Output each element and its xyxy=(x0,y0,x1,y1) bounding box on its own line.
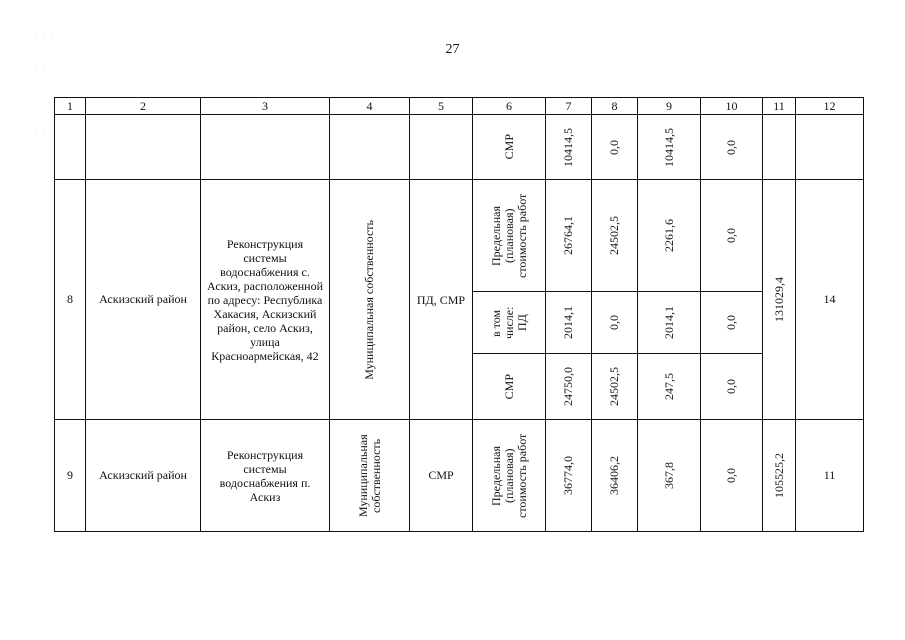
table-row-continuation xyxy=(55,115,864,180)
cell-work-subtype: Предельная (плановая) стоимость работ xyxy=(473,420,546,532)
scan-artifact: · · xyxy=(34,130,48,139)
cell-empty xyxy=(201,115,330,180)
cell-empty xyxy=(796,115,864,180)
col-header-1: 1 xyxy=(55,98,86,115)
cell-district: Аскизский район xyxy=(86,180,201,420)
scan-artifact: · · xyxy=(34,62,48,71)
cell-value-7: 24750,0 xyxy=(546,354,592,420)
cell-value-9: 367,8 xyxy=(638,420,701,532)
cell-ownership: Муниципальная собственность xyxy=(330,180,410,420)
cell-value-10: 0,0 xyxy=(701,180,763,292)
col-header-8: 8 xyxy=(592,98,638,115)
cell-work-subtype: СМР xyxy=(473,115,546,180)
cell-value-9: 247,5 xyxy=(638,354,701,420)
cell-work-type: СМР xyxy=(410,420,473,532)
col-header-2: 2 xyxy=(86,98,201,115)
table-row-8 xyxy=(55,180,864,292)
cell-value-9: 2261,6 xyxy=(638,180,701,292)
cell-value-9: 2014,1 xyxy=(638,292,701,354)
col-header-10: 10 xyxy=(701,98,763,115)
table-header-row xyxy=(55,98,864,115)
cell-value-10: 0,0 xyxy=(701,420,763,532)
col-header-4: 4 xyxy=(330,98,410,115)
cell-empty xyxy=(763,115,796,180)
cell-work-subtype: СМР xyxy=(473,354,546,420)
cell-description: Реконструкция системы водоснабжения п. Аскиз xyxy=(201,420,330,532)
cell-value-8: 24502,5 xyxy=(592,354,638,420)
cell-value-7: 2014,1 xyxy=(546,292,592,354)
cell-value-7: 36774,0 xyxy=(546,420,592,532)
cell-value-10: 0,0 xyxy=(701,292,763,354)
col-header-11: 11 xyxy=(763,98,796,115)
cell-empty xyxy=(86,115,201,180)
cell-value-7: 10414,5 xyxy=(546,115,592,180)
cell-ownership: Муниципальная собственность xyxy=(330,420,410,532)
cell-value-8: 0,0 xyxy=(592,292,638,354)
col-header-7: 7 xyxy=(546,98,592,115)
col-header-6: 6 xyxy=(473,98,546,115)
cell-empty xyxy=(410,115,473,180)
cell-value-9: 10414,5 xyxy=(638,115,701,180)
works-table xyxy=(54,97,864,532)
col-header-3: 3 xyxy=(201,98,330,115)
cell-value-12: 14 xyxy=(796,180,864,420)
cell-row-number: 9 xyxy=(55,420,86,532)
cell-value-10: 0,0 xyxy=(701,354,763,420)
cell-work-subtype: в том числе: ПД xyxy=(473,292,546,354)
cell-district: Аскизский район xyxy=(86,420,201,532)
cell-description: Реконструкция системы водоснабжения с. Аскиз, расположенной по адресу: Республика Хакасия, Аскизский район, село Аскиз, улица Красноармейская, 42 xyxy=(201,180,330,420)
cell-total-11: 105525,2 xyxy=(763,420,796,532)
cell-value-8: 0,0 xyxy=(592,115,638,180)
cell-value-10: 0,0 xyxy=(701,115,763,180)
cell-work-type: ПД, СМР xyxy=(410,180,473,420)
scan-artifact: · · · xyxy=(34,34,56,43)
cell-value-7: 26764,1 xyxy=(546,180,592,292)
cell-empty xyxy=(55,115,86,180)
table-row-9 xyxy=(55,420,864,532)
col-header-12: 12 xyxy=(796,98,864,115)
cell-value-8: 24502,5 xyxy=(592,180,638,292)
cell-value-8: 36406,2 xyxy=(592,420,638,532)
col-header-5: 5 xyxy=(410,98,473,115)
cell-total-11: 131029,4 xyxy=(763,180,796,420)
cell-empty xyxy=(330,115,410,180)
col-header-9: 9 xyxy=(638,98,701,115)
page-number: 27 xyxy=(445,42,460,57)
cell-row-number: 8 xyxy=(55,180,86,420)
cell-value-12: 11 xyxy=(796,420,864,532)
cell-work-subtype: Предельная (плановая) стоимость работ xyxy=(473,180,546,292)
